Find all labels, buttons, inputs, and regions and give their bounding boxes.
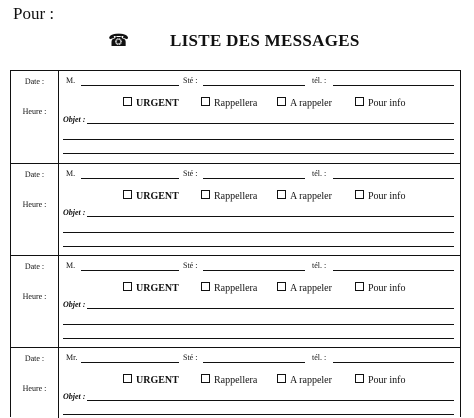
tel-label: tél. : (312, 169, 327, 178)
urgent-label: URGENT (136, 283, 179, 294)
a-rappeler-label: A rappeler (290, 98, 332, 109)
checkbox-box-icon (123, 282, 132, 291)
ste-label: Sté : (183, 261, 198, 270)
objet-line-2[interactable] (63, 232, 454, 233)
tel-label: tél. : (312, 76, 327, 85)
objet-line-1[interactable] (87, 308, 454, 309)
message-entry (11, 347, 460, 418)
pour-label: Pour : (13, 4, 55, 23)
objet-line-1[interactable] (87, 216, 454, 217)
tel-label: tél. : (312, 261, 327, 270)
heure-label: Heure : (22, 292, 47, 301)
checkbox-box-icon (123, 97, 132, 106)
message-entry (11, 255, 460, 348)
pour-info-label: Pour info (368, 191, 406, 202)
m-label: Mr. (66, 353, 78, 362)
urgent-checkbox[interactable] (123, 374, 179, 386)
objet-line-3[interactable] (63, 338, 454, 339)
tel-field[interactable] (333, 178, 454, 179)
urgent-checkbox[interactable] (123, 190, 179, 202)
objet-line-1[interactable] (87, 400, 454, 401)
a-rappeler-checkbox[interactable] (277, 374, 332, 386)
page-header (0, 28, 474, 54)
checkbox-box-icon (355, 374, 364, 383)
a-rappeler-checkbox[interactable] (277, 282, 332, 294)
page-title: LISTE DES MESSAGES (170, 31, 360, 50)
checkbox-box-icon (355, 190, 364, 199)
pour-info-label: Pour info (368, 98, 406, 109)
rappellera-label: Rappellera (214, 283, 258, 294)
objet-line-3[interactable] (63, 153, 454, 154)
date-time-column (11, 71, 59, 163)
a-rappeler-checkbox[interactable] (277, 190, 332, 202)
phone-icon: ☎ (108, 31, 130, 50)
objet-line-1[interactable] (87, 123, 454, 124)
a-rappeler-checkbox[interactable] (277, 97, 332, 109)
tel-label: tél. : (312, 353, 327, 362)
checkbox-box-icon (123, 190, 132, 199)
date-time-column (11, 164, 59, 256)
checkbox-box-icon (201, 97, 210, 106)
tel-field[interactable] (333, 85, 454, 86)
rappellera-checkbox[interactable] (201, 374, 257, 386)
objet-label: Objet : (63, 115, 86, 124)
a-rappeler-label: A rappeler (290, 283, 332, 294)
rappellera-label: Rappellera (214, 375, 258, 386)
ste-field[interactable] (203, 178, 305, 179)
pour-info-label: Pour info (368, 375, 406, 386)
heure-label: Heure : (22, 107, 47, 116)
rappellera-label: Rappellera (214, 191, 258, 202)
m-name-field[interactable] (81, 362, 179, 363)
objet-line-2[interactable] (63, 414, 454, 415)
ste-label: Sté : (183, 169, 198, 178)
checkbox-box-icon (201, 374, 210, 383)
a-rappeler-label: A rappeler (290, 375, 332, 386)
ste-field[interactable] (203, 362, 305, 363)
message-form (10, 70, 461, 417)
date-label: Date : (24, 77, 45, 86)
m-name-field[interactable] (81, 85, 179, 86)
checkbox-box-icon (355, 97, 364, 106)
m-name-field[interactable] (81, 270, 179, 271)
pour-info-checkbox[interactable] (355, 97, 406, 109)
ste-label: Sté : (183, 353, 198, 362)
rappellera-checkbox[interactable] (201, 97, 257, 109)
m-label: M. (66, 261, 76, 270)
checkbox-box-icon (277, 190, 286, 199)
checkbox-box-icon (123, 374, 132, 383)
heure-label: Heure : (22, 200, 47, 209)
rappellera-label: Rappellera (214, 98, 258, 109)
rappellera-checkbox[interactable] (201, 190, 257, 202)
m-label: M. (66, 169, 76, 178)
pour-info-checkbox[interactable] (355, 282, 406, 294)
checkbox-box-icon (277, 282, 286, 291)
urgent-label: URGENT (136, 375, 179, 386)
pour-info-checkbox[interactable] (355, 374, 406, 386)
rappellera-checkbox[interactable] (201, 282, 257, 294)
ste-label: Sté : (183, 76, 198, 85)
objet-line-2[interactable] (63, 139, 454, 140)
message-entry (11, 71, 460, 163)
tel-field[interactable] (333, 362, 454, 363)
urgent-checkbox[interactable] (123, 282, 179, 294)
message-entry (11, 163, 460, 256)
ste-field[interactable] (203, 270, 305, 271)
checkbox-box-icon (201, 190, 210, 199)
objet-label: Objet : (63, 208, 86, 217)
checkbox-box-icon (277, 97, 286, 106)
date-time-column (11, 256, 59, 348)
tel-field[interactable] (333, 270, 454, 271)
checkbox-box-icon (277, 374, 286, 383)
checkbox-box-icon (355, 282, 364, 291)
pour-info-label: Pour info (368, 283, 406, 294)
m-name-field[interactable] (81, 178, 179, 179)
urgent-checkbox[interactable] (123, 97, 179, 109)
objet-label: Objet : (63, 300, 86, 309)
checkbox-box-icon (201, 282, 210, 291)
m-label: M. (66, 76, 76, 85)
objet-line-2[interactable] (63, 324, 454, 325)
date-label: Date : (24, 262, 45, 271)
objet-line-3[interactable] (63, 246, 454, 247)
heure-label: Heure : (22, 384, 47, 393)
a-rappeler-label: A rappeler (290, 191, 332, 202)
pour-info-checkbox[interactable] (355, 190, 406, 202)
date-label: Date : (24, 354, 45, 363)
date-time-column (11, 348, 59, 418)
urgent-label: URGENT (136, 98, 179, 109)
objet-label: Objet : (63, 392, 86, 401)
ste-field[interactable] (203, 85, 305, 86)
urgent-label: URGENT (136, 191, 179, 202)
date-label: Date : (24, 170, 45, 179)
